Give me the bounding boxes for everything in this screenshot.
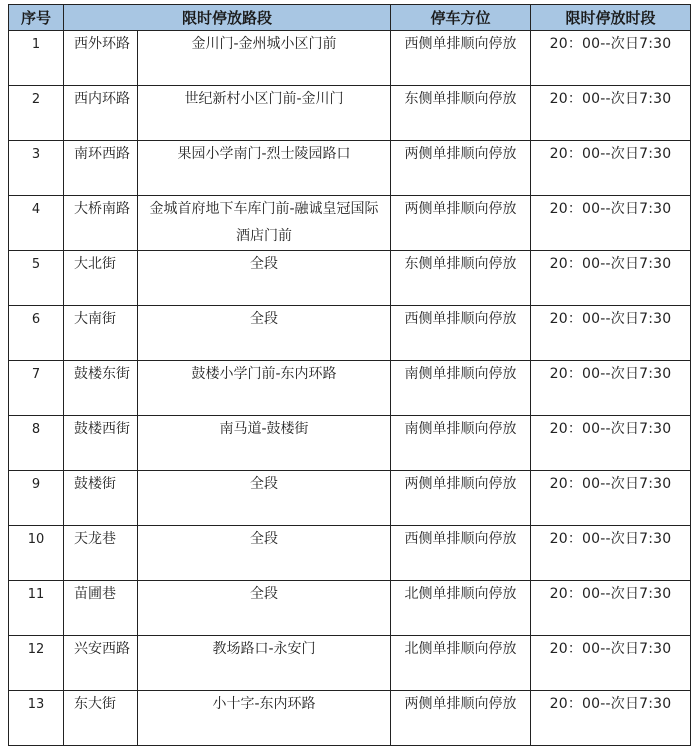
- time-period: 20：00--次日7:30: [531, 691, 691, 746]
- road-section: 果园小学南门-烈士陵园路口: [138, 141, 391, 196]
- street-name: 鼓楼街: [64, 471, 138, 526]
- street-name: 西外环路: [64, 31, 138, 86]
- table-row: [9, 31, 691, 86]
- street-name: 苗圃巷: [64, 581, 138, 636]
- parking-table: [8, 4, 691, 746]
- street-name: 大南街: [64, 306, 138, 361]
- row-number: 7: [9, 361, 64, 416]
- parking-position: 两侧单排顺向停放: [391, 691, 531, 746]
- row-number: 13: [9, 691, 64, 746]
- table-row: [9, 581, 691, 636]
- table-row: [9, 471, 691, 526]
- table-row: [9, 196, 691, 251]
- time-period: 20：00--次日7:30: [531, 141, 691, 196]
- parking-position: 西侧单排顺向停放: [391, 526, 531, 581]
- header-row: [9, 5, 691, 31]
- table-body: [9, 31, 691, 746]
- street-name: 东大街: [64, 691, 138, 746]
- row-number: 6: [9, 306, 64, 361]
- parking-position: 东侧单排顺向停放: [391, 86, 531, 141]
- street-name: 南环西路: [64, 141, 138, 196]
- road-section: 全段: [138, 251, 391, 306]
- parking-position: 南侧单排顺向停放: [391, 416, 531, 471]
- road-section: 教场路口-永安门: [138, 636, 391, 691]
- road-section: 金城首府地下车库门前-融诚皇冠国际酒店门前: [138, 196, 391, 251]
- time-period: 20：00--次日7:30: [531, 31, 691, 86]
- header-road-section: 限时停放路段: [64, 5, 391, 31]
- road-section: 全段: [138, 471, 391, 526]
- time-period: 20：00--次日7:30: [531, 361, 691, 416]
- parking-position: 南侧单排顺向停放: [391, 361, 531, 416]
- row-number: 4: [9, 196, 64, 251]
- time-period: 20：00--次日7:30: [531, 471, 691, 526]
- street-name: 大桥南路: [64, 196, 138, 251]
- parking-position: 北侧单排顺向停放: [391, 581, 531, 636]
- row-number: 3: [9, 141, 64, 196]
- parking-position: 西侧单排顺向停放: [391, 31, 531, 86]
- row-number: 1: [9, 31, 64, 86]
- time-period: 20：00--次日7:30: [531, 251, 691, 306]
- time-period: 20：00--次日7:30: [531, 526, 691, 581]
- table-row: [9, 691, 691, 746]
- road-section: 南马道-鼓楼街: [138, 416, 391, 471]
- street-name: 西内环路: [64, 86, 138, 141]
- table-row: [9, 361, 691, 416]
- time-period: 20：00--次日7:30: [531, 86, 691, 141]
- road-section: 鼓楼小学门前-东内环路: [138, 361, 391, 416]
- street-name: 大北街: [64, 251, 138, 306]
- road-section: 全段: [138, 526, 391, 581]
- time-period: 20：00--次日7:30: [531, 636, 691, 691]
- table-row: [9, 141, 691, 196]
- table-row: [9, 251, 691, 306]
- time-period: 20：00--次日7:30: [531, 306, 691, 361]
- header-time-period: 限时停放时段: [531, 5, 691, 31]
- street-name: 鼓楼西街: [64, 416, 138, 471]
- row-number: 8: [9, 416, 64, 471]
- parking-position: 北侧单排顺向停放: [391, 636, 531, 691]
- row-number: 2: [9, 86, 64, 141]
- parking-position: 两侧单排顺向停放: [391, 471, 531, 526]
- street-name: 天龙巷: [64, 526, 138, 581]
- road-section: 金川门-金州城小区门前: [138, 31, 391, 86]
- parking-position: 两侧单排顺向停放: [391, 196, 531, 251]
- parking-position: 东侧单排顺向停放: [391, 251, 531, 306]
- row-number: 9: [9, 471, 64, 526]
- road-section: 全段: [138, 306, 391, 361]
- street-name: 兴安西路: [64, 636, 138, 691]
- time-period: 20：00--次日7:30: [531, 196, 691, 251]
- time-period: 20：00--次日7:30: [531, 581, 691, 636]
- table-row: [9, 86, 691, 141]
- parking-position: 西侧单排顺向停放: [391, 306, 531, 361]
- road-section: 小十字-东内环路: [138, 691, 391, 746]
- row-number: 5: [9, 251, 64, 306]
- time-period: 20：00--次日7:30: [531, 416, 691, 471]
- table-row: [9, 636, 691, 691]
- road-section: 全段: [138, 581, 391, 636]
- table-row: [9, 526, 691, 581]
- header-number: 序号: [9, 5, 64, 31]
- road-section: 世纪新村小区门前-金川门: [138, 86, 391, 141]
- header-parking-position: 停车方位: [391, 5, 531, 31]
- row-number: 10: [9, 526, 64, 581]
- parking-position: 两侧单排顺向停放: [391, 141, 531, 196]
- street-name: 鼓楼东街: [64, 361, 138, 416]
- row-number: 12: [9, 636, 64, 691]
- table-row: [9, 416, 691, 471]
- row-number: 11: [9, 581, 64, 636]
- table-row: [9, 306, 691, 361]
